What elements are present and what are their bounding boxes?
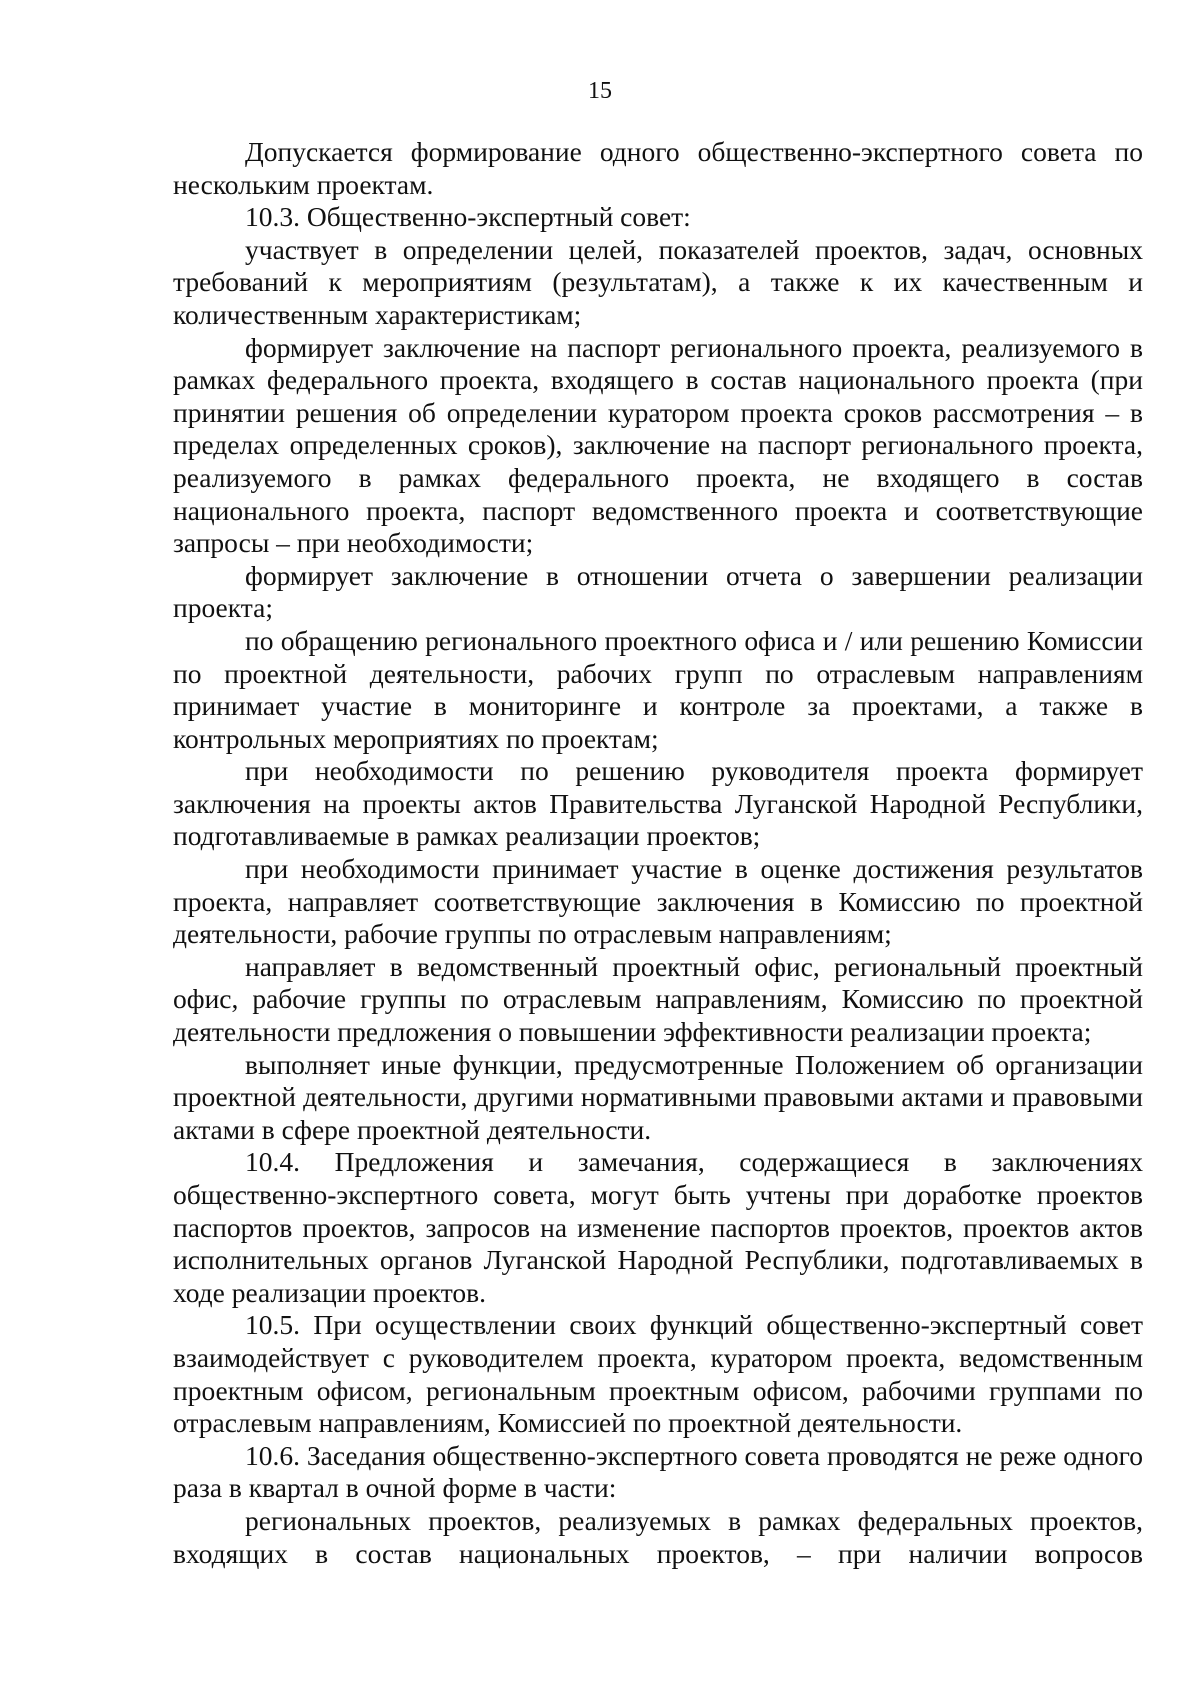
paragraph-council-single: Допускается формирование одного общественно-экспертного совета по нескольким проектам. — [173, 136, 1143, 200]
paragraph-monitoring-control: по обращению регионального проектного офиса и / или решению Комиссии по проектной деятельности, рабочих групп по отраслевым направлениям принимает участие в мониторинге и контроле за проектами, а также в контрольных мероприятиях по проектам; — [173, 624, 1143, 754]
paragraph-regional-projects: региональных проектов, реализуемых в рамках федеральных проектов, входящих в состав национальных проектов, – при наличии вопросов — [173, 1504, 1143, 1569]
paragraph-10-3-heading: 10.3. Общественно-экспертный совет: — [245, 201, 691, 233]
paragraph-forms-conclusion-passport: формирует заключение на паспорт регионального проекта, реализуемого в рамках федерального проекта, входящего в состав национального проекта (при принятии решения об определении куратором проекта сроков рассмотрения – в пределах определенных сроков), заключение на паспорт регионального проекта, реализуемого в рамках федерального проекта, не входящего в состав национального проекта, паспорт ведомственного проекта и соответствующие запросы – при необходимости; — [173, 331, 1143, 559]
paragraph-other-functions: выполняет иные функции, предусмотренные Положением об организации проектной деятельности, другими нормативными правовыми актами и правовыми актами в сфере проектной деятельности. — [173, 1048, 1143, 1145]
paragraph-forms-conclusion-report: формирует заключение в отношении отчета о завершении реализации проекта; — [173, 559, 1143, 624]
paragraph-results-assessment: при необходимости принимает участие в оценке достижения результатов проекта, направляет соответствующие заключения в Комиссию по проектной деятельности, рабочие группы по отраслевым направлениям; — [173, 853, 1143, 950]
paragraph-10-4: 10.4. Предложения и замечания, содержащиеся в заключениях общественно-экспертного совета, могут быть учтены при доработке проектов паспортов проектов, запросов на изменение паспортов проектов, проектов актов исполнительных органов Луганской Народной Республики, подготавливаемых в ходе реализации проектов. — [173, 1146, 1143, 1308]
paragraph-10-5: 10.5. При осуществлении своих функций общественно-экспертный совет взаимодействует с руководителем проекта, куратором проекта, ведомственным проектным офисом, региональным проектным офисом, рабочими группами по отраслевым направлениям, Комиссией по проектной деятельности. — [173, 1309, 1143, 1439]
document-body — [173, 136, 1143, 1570]
paragraph-efficiency-proposals: направляет в ведомственный проектный офис, региональный проектный офис, рабочие группы по отраслевым направлениям, Комиссию по проектной деятельности предложения о повышении эффективности реализации проекта; — [173, 950, 1143, 1048]
paragraph-participates-goals: участвует в определении целей, показателей проектов, задач, основных требований к мероприятиям (результатам), а также к их качественным и количественным характеристикам; — [173, 233, 1143, 330]
paragraph-draft-acts-conclusions: при необходимости по решению руководителя проекта формирует заключения на проекты актов Правительства Луганской Народной Республики, подготавливаемые в рамках реализации проектов; — [173, 755, 1143, 852]
paragraph-10-6: 10.6. Заседания общественно-экспертного совета проводятся не реже одного раза в квартал в очной форме в части: — [173, 1439, 1143, 1504]
page-number: 15 — [588, 78, 612, 104]
